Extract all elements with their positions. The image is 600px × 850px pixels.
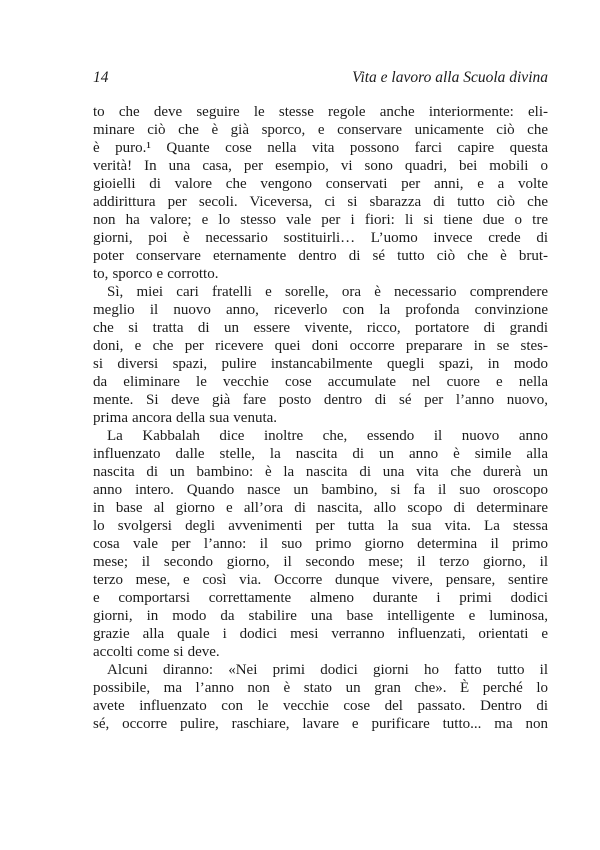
text-line: influenzato dalle stelle, la nascita di un anno è simile alla: [93, 446, 548, 462]
text-line: mente. Si deve già fare posto dentro di sé per l’anno nuovo,: [93, 392, 548, 408]
text-line: anno intero. Quando nasce un bambino, si fa il suo oroscopo: [93, 482, 548, 498]
text-line: to, sporco e corrotto.: [93, 266, 219, 282]
text-line: terzo mese, e così via. Occorre dunque vivere, pensare, sentire: [93, 572, 548, 588]
text-line: giorni, in modo da stabilire una base intelligente e luminosa,: [93, 608, 548, 624]
text-line: che si tratta di un essere vivente, ricco, portatore di grandi: [93, 320, 548, 336]
text-line: Sì, miei cari fratelli e sorelle, ora è necessario comprendere: [107, 284, 548, 300]
text-line: si diversi spazi, pulire instancabilmente quegli spazi, in modo: [93, 356, 548, 372]
text-line: prima ancora della sua venuta.: [93, 410, 278, 426]
text-line: La Kabbalah dice inoltre che, essendo il nuovo anno: [107, 428, 548, 444]
text-line: doni, e che per ricevere quei doni occorre preparare in se stes-: [93, 338, 548, 354]
text-line: to che deve seguire le stesse regole anche interiormente: eli-: [93, 104, 548, 120]
text-line: poter conservare eternamente dentro di sé tutto ciò che è brut-: [93, 248, 548, 264]
text-line: grazie alla quale i dodici mesi verranno influenzati, orientati e: [93, 626, 548, 642]
running-title: Vita e lavoro alla Scuola divina: [352, 69, 548, 86]
page-number: 14: [93, 69, 109, 86]
text-line: meglio il nuovo anno, riceverlo con la profonda convinzione: [93, 302, 548, 318]
text-line: è puro.¹ Quante cose nella vita possono farci capire questa: [93, 140, 548, 156]
text-line: nascita di un bambino: è la nascita di una vita che durerà un: [93, 464, 548, 480]
text-line: non ha valore; e lo stesso vale per i fiori: li si tiene due o tre: [93, 212, 548, 228]
text-line: e comportarsi correttamente almeno durante i primi dodici: [93, 590, 548, 606]
text-line: mese; il secondo giorno, il secondo mese; il terzo giorno, il: [93, 554, 548, 570]
text-line: Alcuni diranno: «Nei primi dodici giorni ho fatto tutto il: [107, 662, 548, 678]
text-line: lo svolgersi degli avvenimenti per tutta la sua vita. La stessa: [93, 518, 548, 534]
text-line: cosa vale per l’anno: il suo primo giorno determina il primo: [93, 536, 548, 552]
text-line: possibile, ma l’anno non è stato un gran che». È perché lo: [93, 680, 548, 696]
text-line: giorni, poi è necessario sostituirli… L’uomo invece crede di: [93, 230, 548, 246]
text-line: sé, occorre pulire, raschiare, lavare e purificare tutto... ma non: [93, 716, 548, 732]
text-line: addirittura per secoli. Viceversa, ci si sbarazza di tutto ciò che: [93, 194, 548, 210]
text-line: da eliminare le vecchie cose accumulate nel cuore e nella: [93, 374, 548, 390]
text-line: accolti come si deve.: [93, 644, 220, 660]
page-header: [93, 69, 548, 86]
body-text: [93, 103, 548, 733]
text-line: minare ciò che è già sporco, e conservare unicamente ciò che: [93, 122, 548, 138]
text-line: verità! In una casa, per esempio, vi sono quadri, bei mobili o: [93, 158, 548, 174]
text-line: gioielli di valore che vengono conservati per anni, e a volte: [93, 176, 548, 192]
text-line: avete influenzato con le vecchie cose del passato. Dentro di: [93, 698, 548, 714]
text-line: in base al giorno e all’ora di nascita, allo scopo di determinare: [93, 500, 548, 516]
